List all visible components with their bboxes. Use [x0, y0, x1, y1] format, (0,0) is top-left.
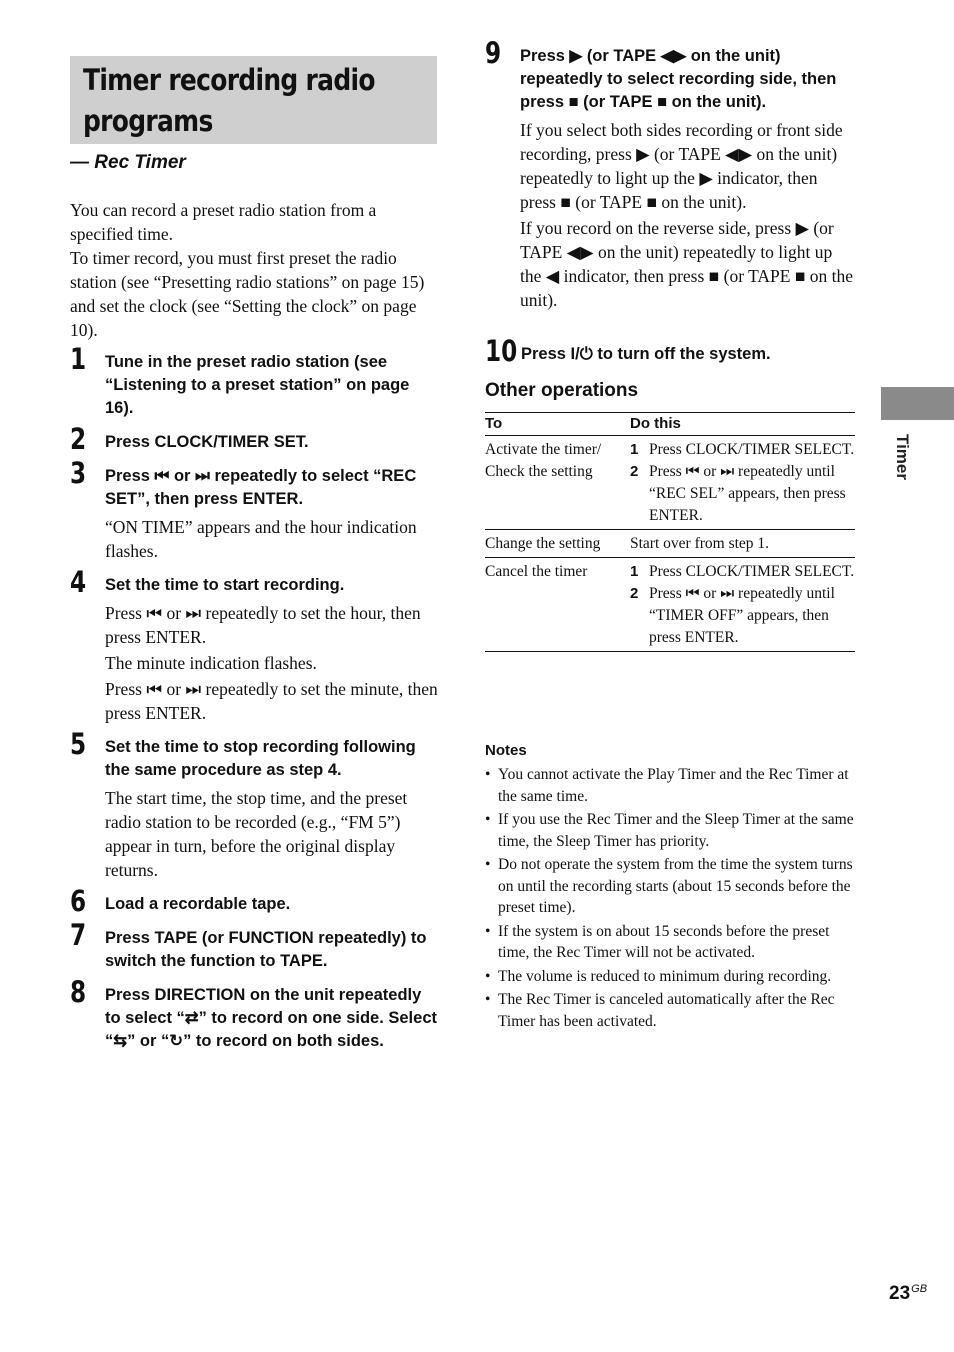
sub-step	[630, 561, 855, 583]
list-item: • You cannot activate the Play Timer and the Rec Timer at the same time.	[485, 764, 855, 807]
list-item: • If you use the Rec Timer and the Sleep Timer at the same time, the Sleep Timer has priority.	[485, 809, 855, 852]
step-body-text: If you record on the reverse side, press ▶ (or TAPE ◀▶ on the unit) repeatedly to light up the ◀ indicator, then press ■ (or TAPE ■ on the unit).	[520, 218, 854, 310]
page-subtitle: — Rec Timer	[70, 152, 186, 173]
sub-step-number: 2	[630, 585, 639, 602]
notes-heading: Notes	[485, 742, 527, 759]
sub-step-text: Press CLOCK/TIMER SELECT.	[649, 563, 855, 580]
sub-step-number: 1	[630, 441, 639, 458]
step-heading: Tune in the preset radio station (see “Listening to a preset station” on page 16).	[105, 353, 410, 417]
column-header-do: Do this	[630, 413, 855, 436]
step-number: 1	[70, 342, 87, 376]
step-heading: Press ▶ (or TAPE ◀▶ on the unit) repeatedly to select recording side, then press ■ (or TAPE ■ on the unit).	[520, 47, 837, 111]
table-row	[485, 530, 855, 558]
column-header-to: To	[485, 413, 630, 436]
table-row	[485, 558, 855, 652]
step-number: 7	[70, 918, 87, 952]
page-number-value: 23	[889, 1283, 911, 1304]
page-number-suffix: GB	[911, 1283, 928, 1295]
step-body-text: The minute indication flashes.	[105, 653, 317, 673]
notes-list	[485, 764, 855, 1034]
step-body-text: Press ⏮ or ⏭ repeatedly to set the hour, then press ENTER.	[105, 603, 421, 647]
other-operations-heading: Other operations	[485, 380, 639, 401]
sub-step-number: 2	[630, 463, 639, 480]
sub-step-text: Press ⏮ or ⏭ repeatedly until “TIMER OFF” appears, then press ENTER.	[649, 585, 835, 646]
step-body-text: The start time, the stop time, and the preset radio station to be recorded (e.g., “FM 5”) appear in turn, before the original display returns.	[105, 788, 408, 880]
table-header-row	[485, 413, 855, 436]
step-number: 6	[70, 884, 87, 918]
section-tab-marker	[881, 387, 954, 420]
step-heading: Load a recordable tape.	[105, 895, 291, 913]
sub-step-number: 1	[630, 563, 639, 580]
step-heading: Press ⏮ or ⏭ repeatedly to select “REC SET”, then press ENTER.	[105, 467, 417, 508]
sub-step-text: Press ⏮ or ⏭ repeatedly until “REC SEL” appears, then press ENTER.	[649, 463, 846, 524]
step-number: 10	[485, 334, 518, 368]
intro-paragraph-2: To timer record, you must first preset the radio station (see “Presetting radio stations” on page 15) and set the clock (see “Setting the clock” on page 10).	[70, 248, 425, 340]
list-item: • The Rec Timer is canceled automatically after the Rec Timer has been activated.	[485, 989, 855, 1032]
sub-step	[630, 461, 855, 527]
list-item: • If the system is on about 15 seconds before the preset time, the Rec Timer will not be activated.	[485, 921, 855, 964]
operations-table	[485, 412, 855, 652]
step-number: 3	[70, 456, 87, 490]
page-number	[889, 1283, 927, 1305]
step-body-text: Press ⏮ or ⏭ repeatedly to set the minute, then press ENTER.	[105, 679, 438, 723]
step-heading: Press DIRECTION on the unit repeatedly to select “⇄” to record on one side. Select “⇆” or “↻” to record on both sides.	[105, 986, 437, 1050]
step-heading: Press I/⏻ to turn off the system.	[521, 345, 771, 363]
step-heading: Press TAPE (or FUNCTION repeatedly) to switch the function to TAPE.	[105, 929, 427, 970]
intro-paragraph-1: You can record a preset radio station from a specified time.	[70, 200, 377, 244]
step-number: 8	[70, 975, 87, 1009]
section-tab-label: Timer	[893, 434, 912, 480]
list-item: • The volume is reduced to minimum during recording.	[485, 966, 855, 988]
step-number: 5	[70, 727, 87, 761]
step-body-text: If you select both sides recording or front side recording, press ▶ (or TAPE ◀▶ on the unit) repeatedly to light up the ▶ indicator, then press ■ (or TAPE ■ on the unit).	[520, 120, 843, 212]
step-number: 9	[485, 36, 502, 70]
intro-text	[70, 198, 440, 342]
step-number: 4	[70, 565, 87, 599]
step-heading: Set the time to stop recording following the same procedure as step 4.	[105, 738, 416, 779]
title-box	[70, 56, 437, 144]
table-row	[485, 436, 855, 530]
step-heading: Set the time to start recording.	[105, 576, 345, 594]
table-cell-do: Start over from step 1.	[630, 530, 855, 558]
table-cell-to: Cancel the timer	[485, 558, 630, 652]
step-number: 2	[70, 422, 87, 456]
table-cell-do	[630, 436, 855, 530]
table-cell-to: Change the setting	[485, 530, 630, 558]
sub-step	[630, 583, 855, 649]
list-item: • Do not operate the system from the time the system turns on until the recording starts (about 15 seconds before the preset time).	[485, 854, 855, 919]
table-cell-to: Activate the timer/ Check the setting	[485, 436, 630, 530]
page-title: Timer recording radio programs	[83, 63, 375, 138]
step-heading: Press CLOCK/TIMER SET.	[105, 433, 309, 451]
sub-step	[630, 439, 855, 461]
step-body-text: “ON TIME” appears and the hour indication flashes.	[105, 517, 417, 561]
table-cell-do	[630, 558, 855, 652]
sub-step-text: Press CLOCK/TIMER SELECT.	[649, 441, 855, 458]
